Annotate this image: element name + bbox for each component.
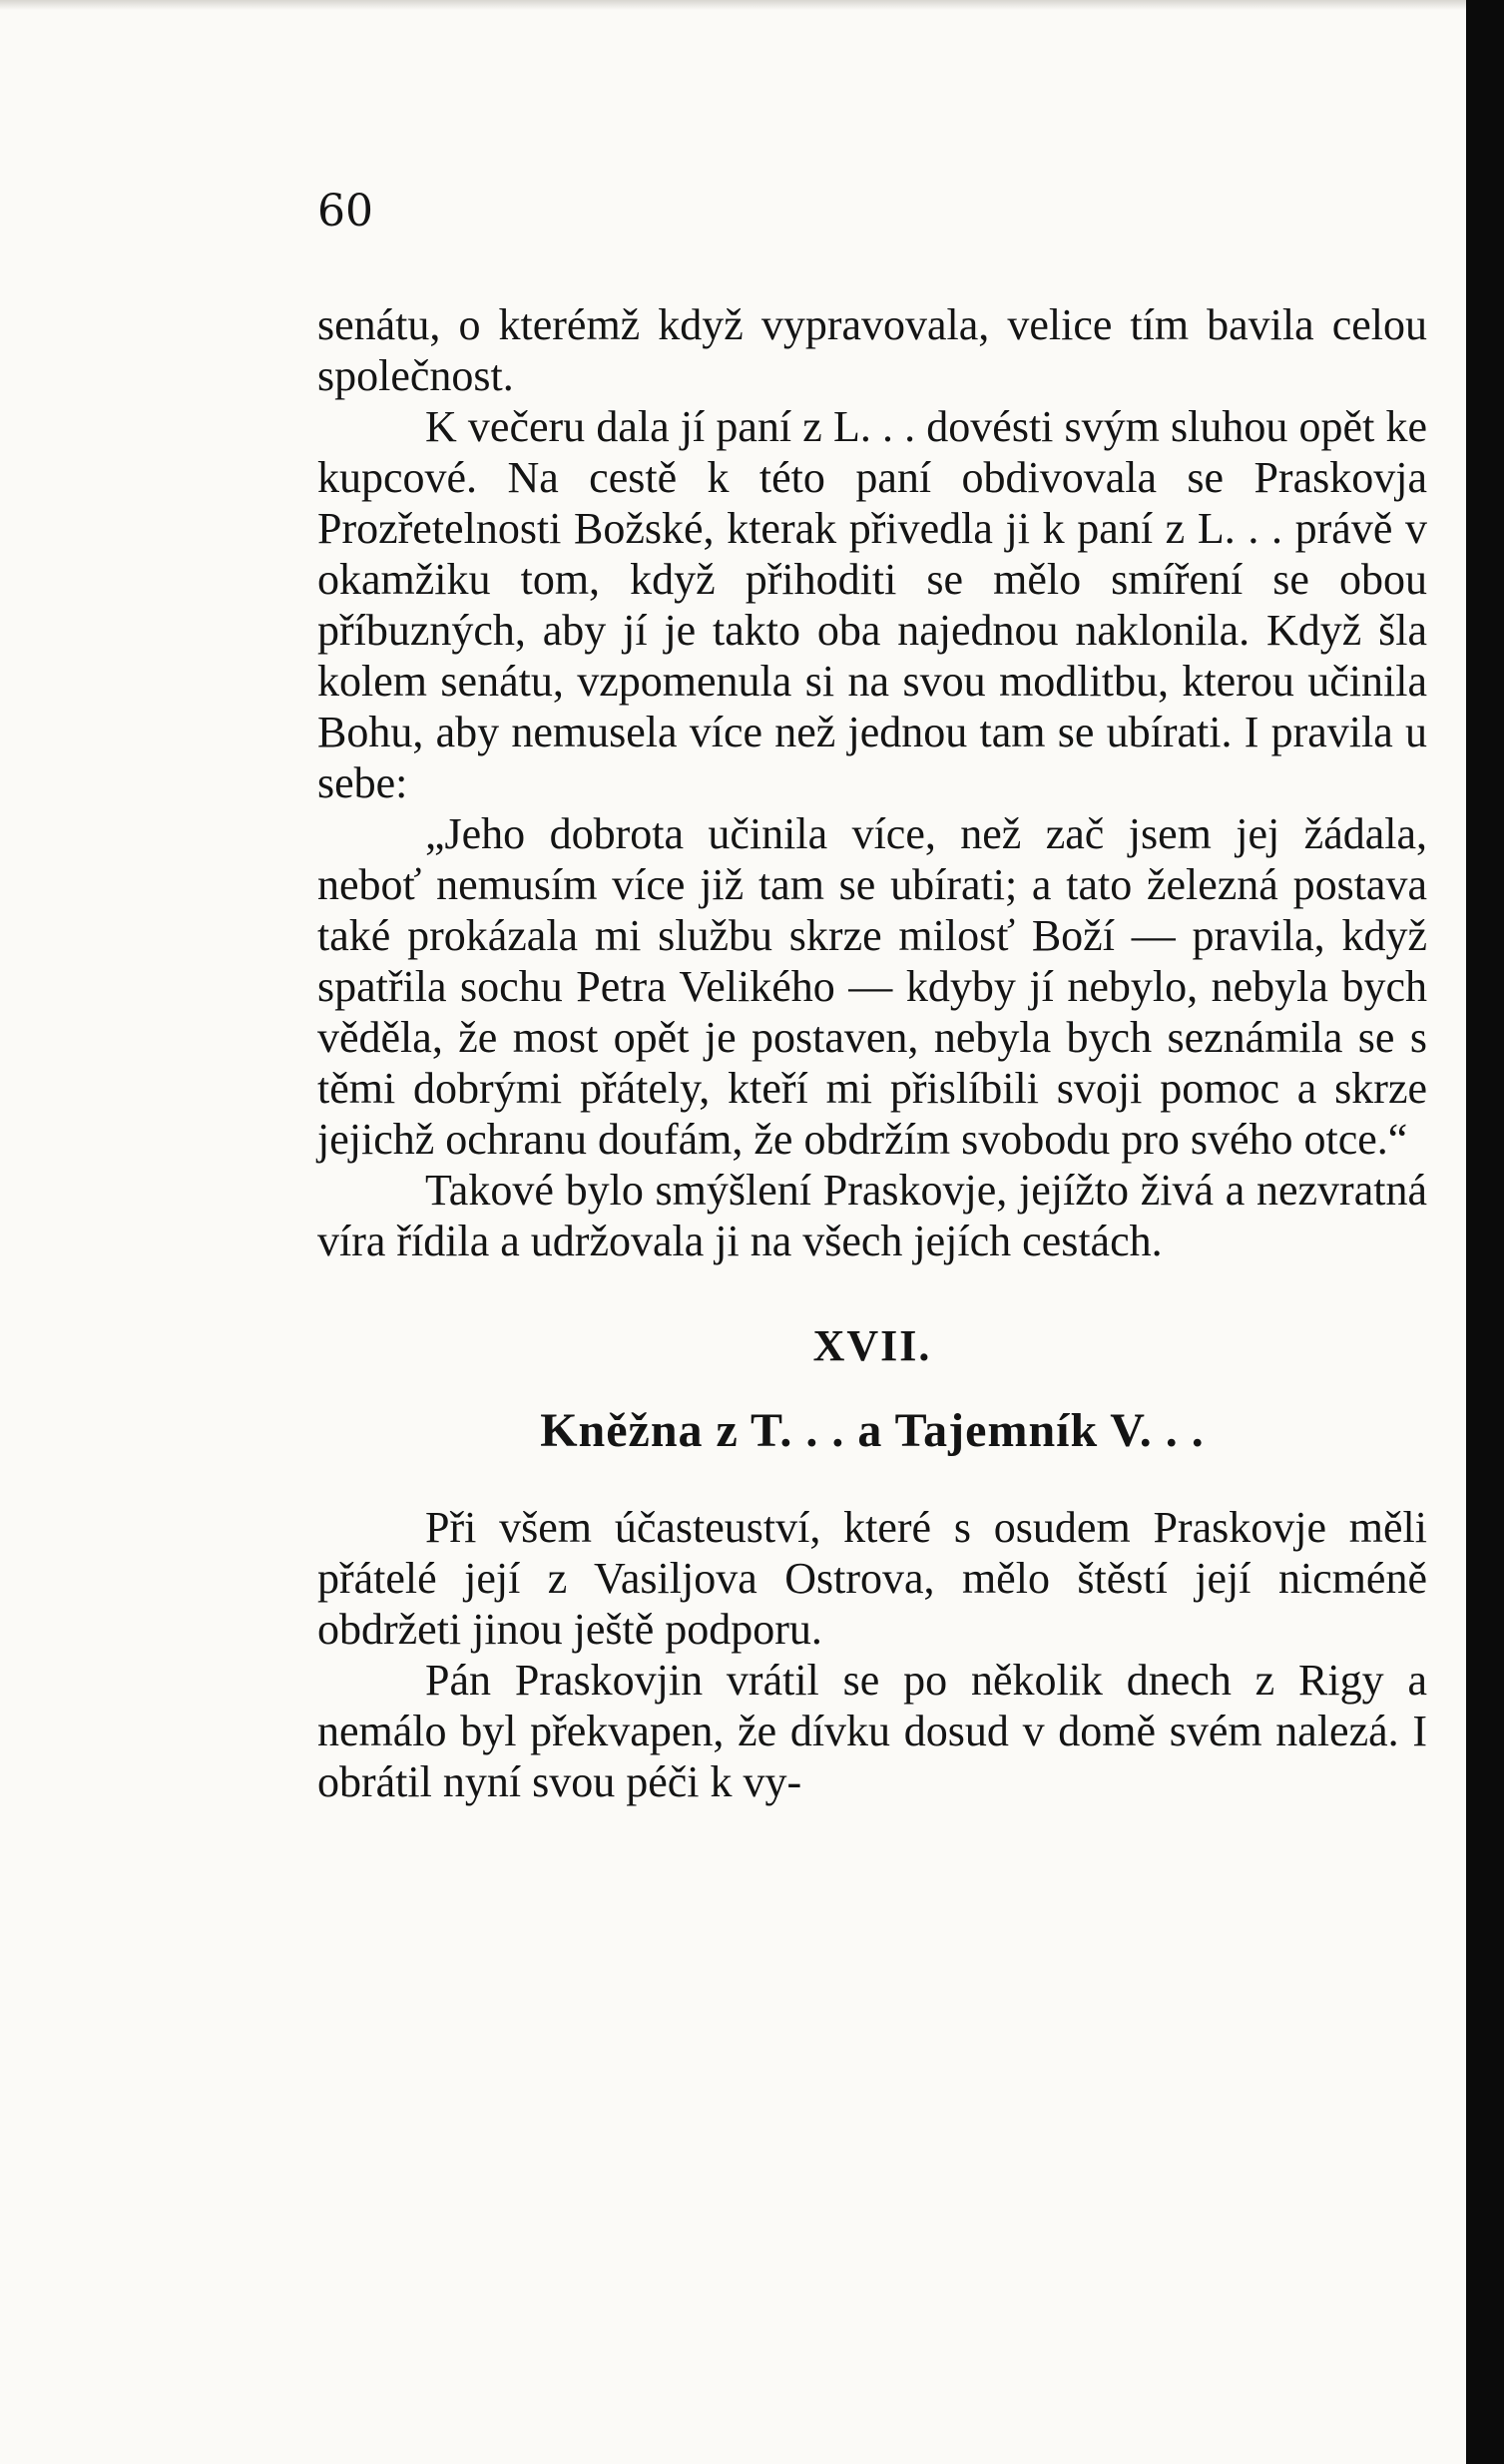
body-text [317, 299, 1427, 1807]
paragraph: senátu, o kterémž když vypravovala, velice tím bavila celou společnost. [317, 300, 1427, 400]
paragraph: „Jeho dobrota učinila více, než zač jsem jej žádala, neboť nemusím více již tam se ubírati; a tato železná postava také prokázala mi službu skrze milosť Boží — pravila, když spatřila sochu Petra Velikého — kdyby jí nebylo, nebyla bych věděla, že most opět je postaven, nebyla bych seznámila se s těmi dobrými přátely, kteří mi přislíbili svoji pomoc a skrze jejichž ochranu doufám, že obdržím svobodu pro svého otce.“ [317, 809, 1427, 1164]
paragraph: Pán Praskovjin vrátil se po několik dnech z Rigy a nemálo byl překvapen, že dívku dosud v domě svém nalezá. I obrátil nyní svou péči k vy- [317, 1656, 1427, 1806]
chapter-title: Kněžna z T. . . a Tajemník V. . . [540, 1404, 1205, 1457]
page-number: 60 [317, 186, 373, 237]
chapter-number: XVII. [812, 1321, 932, 1370]
scan-top-edge [0, 0, 1466, 10]
paragraph: K večeru dala jí paní z L. . . dovésti svým sluhou opět ke kupcové. Na cestě k této paní obdivovala se Praskovja Prozřetelnosti Božské, kterak přivedla ji k paní z L. . . právě v okamžiku tom, když přihoditi se mělo smíření se obou příbuzných, aby jí je takto oba najednou naklonila. Když šla kolem senátu, vzpomenula si na svou modlitbu, kterou učinila Bohu, aby nemusela více než jednou tam se ubírati. I pravila u sebe: [317, 402, 1427, 807]
paragraph: Takové bylo smýšlení Praskovje, jejížto živá a nezvratná víra řídila a udržovala ji na všech jejích cestách. [317, 1166, 1427, 1265]
paragraph: Při všem účasteuství, které s osudem Praskovje měli přátelé její z Vasiljova Ostrova, mělo štěstí její nicméně obdržeti jinou ještě podporu. [317, 1503, 1427, 1654]
scan-right-edge [1466, 0, 1504, 2464]
